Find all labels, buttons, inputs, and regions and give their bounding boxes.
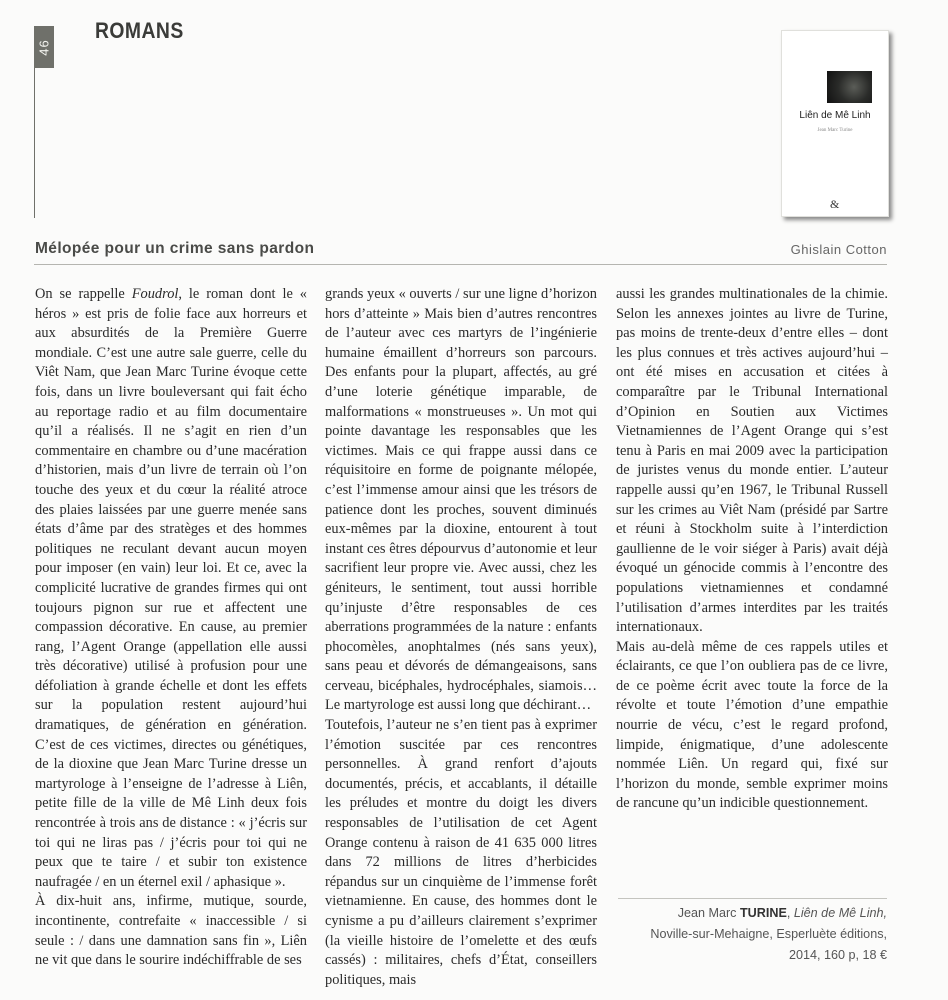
book-reference: Jean Marc TURINE, Liên de Mê Linh, Noville-sur-Mehaigne, Esperluète éditions, 2014, 160 p, 18 € [650, 906, 887, 962]
text-column-2 [325, 285, 597, 990]
cover-photo [827, 71, 872, 103]
article-title: Mélopée pour un crime sans pardon [35, 240, 315, 257]
paragraph: aussi les grandes multinationales de la chimie. Selon les annexes jointes au livre de Turine, pas moins de trente-deux d’entre elles – dont les plus connues et très actives aujourd’hui – ont été mises en accusation et citées à comparaître par le Tribunal International d’Opinion en Soutien aux Victimes Vietnamiennes de l’Agent Orange qui s’est tenu à Paris en mai 2009 avec la participation de juristes venus du monde entier. L’auteur rappelle aussi qu’en 1967, le Tribunal Russell sur les crimes au Viêt Nam (présidé par Sartre et réuni à Stockholm suite à l’interdiction gaullienne de le voir siéger à Paris) avait déjà évoqué un génocide commis à l’encontre des populations vietnamiennes et condamné l’utilisation d’armes interdites par les traités internationaux. [616, 286, 888, 636]
margin-rule [34, 68, 35, 218]
paragraph: À dix-huit ans, infirme, mutique, sourde, incontinente, contrefaite « inaccessible / si seule : / dans une damnation sans fin », Liên ne vit que dans le sourire indéchiffrable de ses [35, 893, 307, 969]
page-number: 46 [36, 38, 52, 56]
article-author: Ghislain Cotton [790, 242, 887, 257]
paragraph: grands yeux « ouverts / sur une ligne d’horizon hors d’atteinte » Mais bien d’autres rencontres de l’auteur avec ces martyrs de l’ingénierie humaine émaillent d’horreurs son parcours. Des enfants pour la plupart, affectés, au gré d’une loterie génétique imparable, de malformations « monstrueuses ». Un mot qui pointe davantage les responsables que les victimes. Mais ce qui frappe aussi dans ce réquisitoire en forme de poignante mélopée, c’est l’immense amour ainsi que les trésors de patience dont les proches, souvent diminués eux-mêmes par la dioxine, entourent à tout instant ces êtres dépourvus d’autonomie et leur sacrifient leur propre vie. Avec aussi, chez les géniteurs, le sentiment, tout aussi horrible qu’injuste d’être responsables de ces aberrations programmées de la nature : enfants phocomèles, anophtalmes (nés sans yeux), sans peau et dévorés de démangeaisons, sans cerveau, bicéphales, hydrocéphales, siamois… Le martyrologe est aussi long que déchirant… [325, 286, 597, 714]
publisher-logo: & [830, 197, 840, 211]
book-cover [781, 30, 889, 217]
section-heading: ROMANS [95, 18, 184, 43]
paragraph: Toutefois, l’auteur ne s’en tient pas à exprimer l’émotion suscitée par ces rencontres personnelles. À grand renfort d’ajouts documentés, précis, et accablants, il détaille les préludes et montre du doigt les divers responsables de l’utilisation de cet Agent Orange contenu à raison de 41 635 000 litres dans 72 millions de litres d’herbicides répandus sur un cinquième de l’immense forêt vietnamienne. En cause, des hommes dont le cynisme a pu d’ailleurs clairement s’exprimer (la vieille histoire de l’omelette et des œufs cassés) : militaires, chefs d’État, conseillers politiques, mais [325, 717, 597, 988]
title-rule [34, 264, 887, 265]
cover-title: Liên de Mê Linh [799, 110, 871, 121]
text-column-3 [616, 285, 888, 814]
paragraph: On se rappelle Foudrol, le roman dont le « héros » est pris de folie face aux horreurs et aux absurdités de la Première Guerre mondiale. C’est une autre sale guerre, celle du Viêt Nam, que Jean Marc Turine évoque cette fois, dans un livre bouleversant qui fait écho au reportage radio et au film documentaire qu’il a réalisés. Il ne s’agit en rien d’un commentaire en chambre ou d’une macération d’historien, mais d’un livre de terrain où l’on touche des yeux et du cœur la réalité atroce des plaies laissées par une guerre menée sans états d’âme par des stratèges et des hommes politiques ne reculant devant aucun moyen pour imposer (en vain) leur loi. Et ce, avec la complicité lucrative de grandes firmes qui ont toujours pignon sur rue et affectent une compassion décorative. En cause, au premier rang, l’Agent Orange (appellation elle aussi très décorative) utilisé à profusion pour une défoliation à grande échelle et dont les effets sur la population restent aujourd’hui dramatiques, de génération en génération. C’est de ces victimes, directes ou génétiques, de la dioxine que Jean Marc Turine dresse un martyrologe à l’enseigne de l’adresse à Liên, petite fille de la ville de Mê Linh deux fois rencontrée à trois ans de distance : « j’écris sur toi qui ne liras pas / j’écris pour toi qui ne peux que te taire / et subir ton existence naufragée / en un éternel exil / aphasique ». [35, 286, 307, 890]
cover-author: Jean Marc Turine [817, 128, 853, 133]
paragraph: Mais au-delà même de ces rappels utiles et éclairants, ce que l’on oubliera pas de ce livre, de ce poème écrit avec toute la force de la révolte et toute l’émotion d’une empathie nourrie de vécu, c’est le regard profond, limpide, énigmatique, d’une adolescente nommée Liên. Un regard qui, fixé sur l’horizon du monde, semble exprimer moins de rancune qu’un indicible questionnement. [616, 638, 888, 812]
text-column-1 [35, 285, 307, 971]
reference-rule [618, 898, 887, 899]
